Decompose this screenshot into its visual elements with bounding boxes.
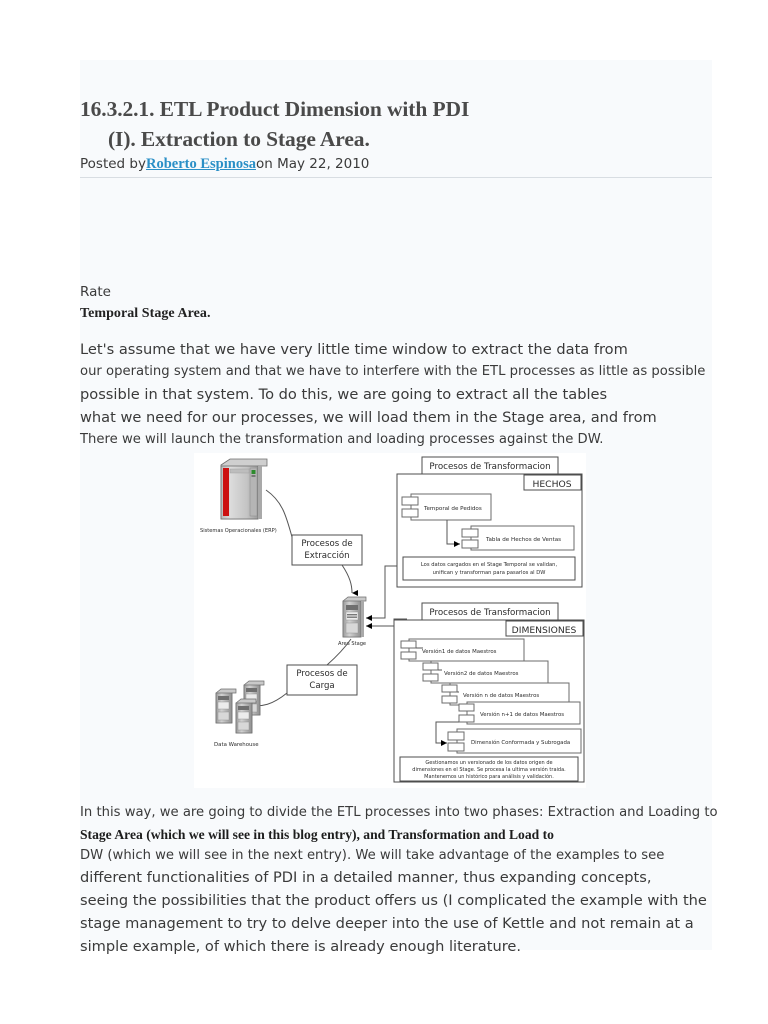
dim-version-component — [459, 702, 580, 724]
extraction-process-label-2: Extracción — [304, 551, 350, 561]
paragraph-line: In this way, we are going to divide the ETL processes into two phases: Extraction and Loading to — [80, 805, 718, 820]
rate-label: Rate — [80, 284, 111, 300]
paragraph-line-bold: Stage Area (which we will see in this blog entry), and Transformation and Load to — [80, 826, 554, 842]
extraction-process-label-1: Procesos de — [301, 539, 353, 549]
body-paragraph-1 — [80, 338, 712, 450]
facts-panel-title: HECHOS — [532, 479, 572, 490]
dim-version-label: Versión n de datos Maestros — [463, 693, 540, 699]
dim-version-label: Versión2 de datos Maestros — [444, 671, 519, 677]
byline-prefix: Posted by — [80, 156, 146, 172]
facts-temp-component — [402, 494, 491, 520]
post-content-panel — [80, 60, 718, 955]
paragraph-line: different functionalities of PDI in a detailed manner, thus expanding concepts, — [80, 869, 652, 886]
dim-version-label: Versión1 de datos Maestros — [422, 649, 497, 655]
facts-target-component — [462, 526, 574, 550]
paragraph-line: Let's assume that we have very little time window to extract the data from — [80, 341, 628, 358]
author-link[interactable]: Roberto Espinosa — [145, 156, 256, 172]
dimensions-note-line-3: Mantenemos un histórico para análisis y validación. — [424, 774, 554, 780]
facts-note-line-1: Los datos cargados en el Stage Temporal se validan, — [420, 562, 558, 568]
facts-temp-table-label: Temporal de Pedidos — [424, 506, 482, 512]
load-process-label-2: Carga — [309, 681, 335, 691]
diagram-label-source-systems: Sistemas Operacionales (ERP) — [200, 528, 277, 534]
etl-architecture-diagram-svg — [194, 453, 586, 788]
dim-version-label: Versión n+1 de datos Maestros — [480, 712, 565, 718]
dim-conformed-component — [448, 729, 581, 753]
paragraph-line: stage management to try to delve deeper into the use of Kettle and not remain at a — [80, 915, 694, 932]
byline-divider — [80, 177, 712, 178]
dimensions-note-line-2: dimensiones en el Stage. Se procesa la ultima versión traida. — [412, 767, 566, 773]
paragraph-line: seeing the possibilities that the product offers us (I complicated the example with the — [80, 892, 707, 909]
paragraph-line: There we will launch the transformation and loading processes against the DW. — [80, 431, 604, 447]
dimensions-note-line-1: Gestionamos un versionado de los datos origen de — [425, 760, 553, 766]
page-title-line-1: 16.3.2.1. ETL Product Dimension with PDI — [80, 97, 470, 122]
diagram-label-data-warehouse: Data Warehouse — [214, 742, 259, 748]
facts-note-box — [403, 557, 575, 580]
transform-header-bottom-label: Procesos de Transformacion — [429, 608, 551, 618]
dimensions-panel-title: DIMENSIONES — [511, 625, 577, 636]
diagram-label-stage-area: Area Stage — [338, 641, 367, 647]
page-title — [80, 94, 700, 154]
load-process-label-1: Procesos de — [296, 669, 348, 679]
source-system-icon — [221, 459, 267, 519]
dim-conformed-label: Dimensión Conformada y Subrogada — [471, 740, 571, 746]
dim-version-component — [401, 639, 524, 661]
stage-area-icon — [343, 597, 366, 637]
paragraph-line: our operating system and that we have to interfere with the ETL processes as little as possible — [80, 364, 706, 379]
paragraph-line: DW (which we will see in the next entry). We will take advantage of the examples to see — [80, 847, 665, 863]
body-paragraph-2 — [80, 802, 718, 958]
byline — [80, 155, 369, 173]
section-subheading: Temporal Stage Area. — [80, 306, 211, 321]
embedded-widget-placeholder — [80, 182, 712, 280]
paragraph-line: what we need for our processes, we will load them in the Stage area, and from — [80, 408, 657, 426]
paragraph-line: possible in that system. To do this, we are going to extract all the tables — [80, 385, 608, 403]
dim-version-component — [423, 661, 548, 683]
etl-architecture-diagram — [194, 453, 586, 788]
byline-date: on May 22, 2010 — [255, 156, 370, 172]
paragraph-line: simple example, of which there is already enough literature. — [80, 938, 522, 955]
facts-target-table-label: Tabla de Hechos de Ventas — [486, 537, 562, 543]
facts-note-line-2: unifican y transforman para pasarlos al DW — [432, 570, 546, 576]
page-title-line-2: (I). Extraction to Stage Area. — [108, 127, 370, 152]
transform-header-top-label: Procesos de Transformacion — [429, 462, 551, 472]
